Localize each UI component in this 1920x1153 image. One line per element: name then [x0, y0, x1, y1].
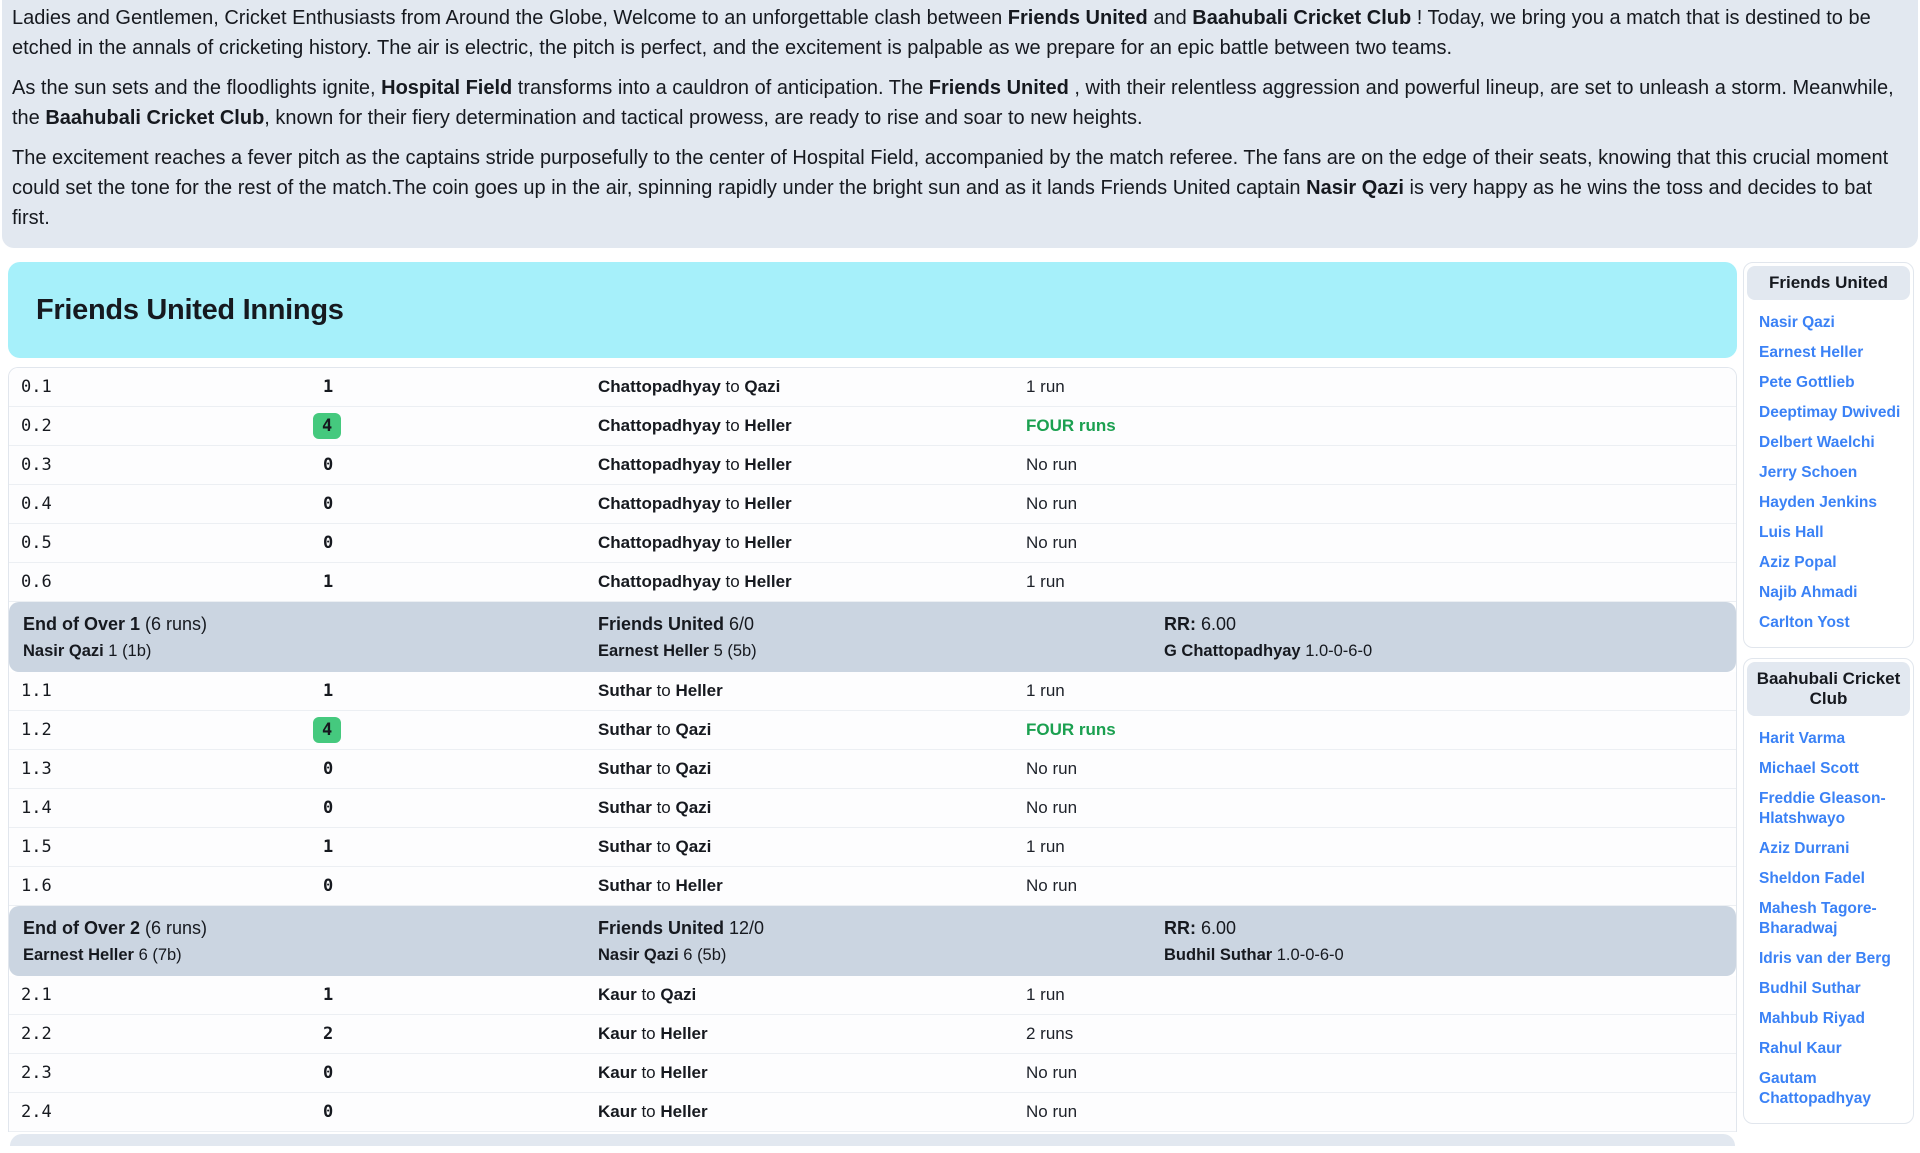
team-card — [1743, 262, 1914, 648]
bowler-figures-line: G Chattopadhyay 1.0-0-6-0 — [1164, 642, 1373, 660]
run-value: 0 — [323, 759, 334, 779]
main-content — [0, 262, 1920, 1146]
ball-row — [9, 1054, 1736, 1093]
commentary-text: No run — [1026, 759, 1078, 778]
over-summary-main — [9, 610, 586, 664]
bowler-name: Chattopadhyay — [598, 533, 721, 552]
run-value: 0 — [323, 798, 334, 818]
ball-row — [9, 711, 1736, 750]
player-link[interactable]: Freddie Gleason-Hlatshwayo — [1759, 790, 1886, 827]
ball-number: 0.4 — [21, 494, 52, 514]
ball-row — [9, 789, 1736, 828]
bowler-name: Suthar — [598, 798, 652, 817]
intro-text: transforms into a cauldron of anticipation. The — [512, 77, 929, 99]
player-link[interactable]: Pete Gottlieb — [1759, 374, 1855, 391]
ball-row — [9, 485, 1736, 524]
player-link[interactable]: Rahul Kaur — [1759, 1040, 1842, 1057]
batter-name: Heller — [744, 572, 792, 591]
commentary-text: No run — [1026, 533, 1078, 552]
commentary-text: 1 run — [1026, 681, 1065, 700]
ball-row — [9, 524, 1736, 563]
run-rate-line: RR: 6.00 — [1164, 614, 1237, 634]
commentary-column — [8, 262, 1737, 1146]
ball-number: 2.3 — [21, 1063, 52, 1083]
commentary-text: 1 run — [1026, 377, 1065, 396]
intro-emphasis: Friends United — [1007, 7, 1148, 29]
team-score-line: Friends United 12/0 — [598, 918, 765, 938]
ball-number: 0.6 — [21, 572, 52, 592]
commentary-text: 1 run — [1026, 572, 1065, 591]
intro-text: Ladies and Gentlemen, Cricket Enthusiasts from Around the Globe, Welcome to an unforgettable clash between — [12, 7, 1008, 29]
player-link[interactable]: Earnest Heller — [1759, 344, 1864, 361]
ball-row — [9, 407, 1736, 446]
bowler-name: Kaur — [598, 1063, 637, 1082]
ball-number: 1.4 — [21, 798, 52, 818]
batter-name: Qazi — [675, 837, 712, 856]
bowler-name: Chattopadhyay — [598, 494, 721, 513]
bowler-name: Kaur — [598, 1024, 637, 1043]
bowler-name: Chattopadhyay — [598, 416, 721, 435]
bowler-name: Suthar — [598, 837, 652, 856]
striker-line: Earnest Heller 6 (7b) — [23, 946, 182, 964]
ball-number: 0.3 — [21, 455, 52, 475]
player-link[interactable]: Michael Scott — [1759, 760, 1859, 777]
run-value: 1 — [323, 985, 334, 1005]
ball-row — [9, 1093, 1736, 1132]
ball-number: 1.1 — [21, 681, 52, 701]
run-value-cell — [311, 876, 586, 896]
bowler-name: Suthar — [598, 876, 652, 895]
delivery-cell: Kaur to Qazi — [598, 985, 697, 1004]
batter-name: Heller — [744, 416, 792, 435]
commentary-text: No run — [1026, 876, 1078, 895]
partner-line: Earnest Heller 5 (5b) — [598, 642, 757, 660]
ball-row — [9, 672, 1736, 711]
over-label-line: End of Over 2 (6 runs) — [23, 918, 208, 938]
over-summary-bowling — [1152, 610, 1736, 664]
bowler-name: Chattopadhyay — [598, 377, 721, 396]
bowler-name: Suthar — [598, 681, 652, 700]
player-list — [1747, 716, 1910, 1109]
batter-name: Qazi — [660, 985, 697, 1004]
run-value-cell — [311, 377, 586, 397]
over-summary-row — [9, 602, 1736, 672]
delivery-cell: Suthar to Qazi — [598, 720, 712, 739]
commentary-text: FOUR runs — [1026, 720, 1116, 739]
bowler-name: Suthar — [598, 720, 652, 739]
commentary-text: No run — [1026, 798, 1078, 817]
innings-header — [8, 262, 1737, 358]
delivery-cell: Kaur to Heller — [598, 1024, 708, 1043]
run-value-cell — [311, 717, 586, 743]
ball-number: 2.4 — [21, 1102, 52, 1122]
ball-number: 2.2 — [21, 1024, 52, 1044]
run-value-cell — [311, 572, 586, 592]
player-link[interactable]: Delbert Waelchi — [1759, 434, 1875, 451]
team-card — [1743, 658, 1914, 1124]
ball-row — [9, 1015, 1736, 1054]
batter-name: Qazi — [675, 759, 712, 778]
run-value-cell — [311, 759, 586, 779]
player-link[interactable]: Aziz Popal — [1759, 554, 1837, 571]
over-summary-bowling — [1152, 914, 1736, 968]
intro-emphasis: Nasir Qazi — [1306, 177, 1404, 199]
bowler-figures-line: Budhil Suthar 1.0-0-6-0 — [1164, 946, 1344, 964]
intro-text: , known for their fiery determination and tactical prowess, are ready to rise and soar to new heights. — [264, 107, 1143, 129]
over-summary-score — [586, 610, 1152, 664]
ball-row — [9, 867, 1736, 906]
delivery-cell: Suthar to Qazi — [598, 798, 712, 817]
run-value-cell — [311, 533, 586, 553]
over-label: End of Over 1 — [23, 614, 141, 634]
run-value: 2 — [323, 1024, 334, 1044]
sidebar — [1743, 262, 1914, 1134]
bowler-name: Chattopadhyay — [598, 572, 721, 591]
partner-name: Nasir Qazi — [598, 946, 679, 964]
over-label-line: End of Over 1 (6 runs) — [23, 614, 208, 634]
intro-text: and — [1147, 7, 1193, 29]
run-rate-label: RR: — [1164, 918, 1196, 938]
batter-name: Heller — [660, 1102, 708, 1121]
intro-emphasis: Baahubali Cricket Club — [45, 107, 265, 129]
bowler-name: Kaur — [598, 985, 637, 1004]
commentary-text: No run — [1026, 1102, 1078, 1121]
player-link[interactable]: Harit Varma — [1759, 730, 1846, 747]
ball-row — [9, 828, 1736, 867]
player-link[interactable]: Aziz Durrani — [1759, 840, 1850, 857]
partner-name: Earnest Heller — [598, 642, 709, 660]
ball-row — [9, 563, 1736, 602]
run-value: 0 — [323, 876, 334, 896]
player-link[interactable]: Gautam Chattopadhyay — [1759, 1070, 1871, 1107]
over-label: End of Over 2 — [23, 918, 141, 938]
player-list — [1747, 300, 1910, 633]
run-value-cell — [311, 1063, 586, 1083]
run-value-cell — [311, 681, 586, 701]
run-value-cell — [311, 837, 586, 857]
commentary-text: 1 run — [1026, 985, 1065, 1004]
striker-line: Nasir Qazi 1 (1b) — [23, 642, 152, 660]
run-value-cell — [311, 455, 586, 475]
delivery-cell: Kaur to Heller — [598, 1102, 708, 1121]
player-link[interactable]: Sheldon Fadel — [1759, 870, 1865, 887]
run-value-cell — [311, 1024, 586, 1044]
batter-name: Qazi — [675, 798, 712, 817]
ball-row — [9, 750, 1736, 789]
intro-text: is very happy as he wins the toss and decides to bat first. — [12, 177, 1872, 229]
ball-row — [9, 976, 1736, 1015]
ball-row — [9, 446, 1736, 485]
delivery-cell: Chattopadhyay to Heller — [598, 572, 792, 591]
ball-number: 2.1 — [21, 985, 52, 1005]
intro-text: As the sun sets and the floodlights ignite, — [12, 77, 382, 99]
batter-name: Qazi — [675, 720, 712, 739]
batter-name: Heller — [675, 681, 723, 700]
delivery-cell: Chattopadhyay to Heller — [598, 416, 792, 435]
ball-number: 1.2 — [21, 720, 52, 740]
player-link[interactable]: Jerry Schoen — [1759, 464, 1858, 481]
batter-name: Qazi — [744, 377, 781, 396]
delivery-cell: Chattopadhyay to Qazi — [598, 377, 781, 396]
commentary-text: FOUR runs — [1026, 416, 1116, 435]
bowler-name: Chattopadhyay — [598, 455, 721, 474]
intro-emphasis: Hospital Field — [381, 77, 513, 99]
batter-name: Heller — [744, 494, 792, 513]
player-link[interactable]: Deeptimay Dwivedi — [1759, 404, 1901, 421]
delivery-cell: Suthar to Heller — [598, 681, 723, 700]
intro-section — [2, 0, 1918, 248]
over-bowler-name: Budhil Suthar — [1164, 946, 1273, 964]
innings-title: Friends United Innings — [36, 293, 344, 326]
delivery-cell: Suthar to Qazi — [598, 759, 712, 778]
batter-name: Heller — [660, 1063, 708, 1082]
player-link[interactable]: Carlton Yost — [1759, 614, 1850, 631]
batter-name: Heller — [675, 876, 723, 895]
team-name-header: Baahubali Cricket Club — [1747, 662, 1910, 716]
next-section-divider — [10, 1134, 1735, 1146]
striker-name: Earnest Heller — [23, 946, 134, 964]
commentary-text: 1 run — [1026, 837, 1065, 856]
delivery-cell: Chattopadhyay to Heller — [598, 533, 792, 552]
run-value: 0 — [323, 494, 334, 514]
team-name: Friends United — [598, 918, 725, 938]
run-value: 0 — [323, 1102, 334, 1122]
over-summary-score — [586, 914, 1152, 968]
over-bowler-name: G Chattopadhyay — [1164, 642, 1301, 660]
ball-number: 0.2 — [21, 416, 52, 436]
batter-name: Heller — [660, 1024, 708, 1043]
player-link[interactable]: Hayden Jenkins — [1759, 494, 1878, 511]
striker-name: Nasir Qazi — [23, 642, 104, 660]
intro-paragraph — [12, 143, 1902, 233]
run-value-cell — [311, 413, 586, 439]
team-score-line: Friends United 6/0 — [598, 614, 755, 634]
run-rate-label: RR: — [1164, 614, 1196, 634]
delivery-cell: Suthar to Qazi — [598, 837, 712, 856]
player-link[interactable]: Najib Ahmadi — [1759, 584, 1858, 601]
intro-emphasis: Baahubali Cricket Club — [1192, 7, 1412, 29]
intro-paragraph — [12, 3, 1902, 63]
run-rate-line: RR: 6.00 — [1164, 918, 1237, 938]
intro-text: , with their relentless aggression and powerful lineup, are set to unleash a storm. Meanwhile, the — [12, 77, 1894, 129]
player-link[interactable]: Luis Hall — [1759, 524, 1824, 541]
intro-text: The excitement reaches a fever pitch as the captains stride purposefully to the center of Hospital Field, accompanied by the match referee. The fans are on the edge of their seats, knowing that this crucial moment could set the tone for the rest of the match.The coin goes up in the air, spinning rapidly under the bright sun and as it lands Friends United captain — [12, 147, 1889, 199]
player-link[interactable]: Idris van der Berg — [1759, 950, 1891, 967]
commentary-text: No run — [1026, 494, 1078, 513]
player-link[interactable]: Mahesh Tagore-Bharadwaj — [1759, 900, 1877, 937]
run-value: 1 — [323, 681, 334, 701]
over-summary-row — [9, 906, 1736, 976]
run-value-cell — [311, 985, 586, 1005]
run-value: 1 — [323, 377, 334, 397]
ball-number: 1.6 — [21, 876, 52, 896]
bowler-name: Kaur — [598, 1102, 637, 1121]
ball-number: 0.5 — [21, 533, 52, 553]
delivery-cell: Chattopadhyay to Heller — [598, 494, 792, 513]
player-link[interactable]: Mahbub Riyad — [1759, 1010, 1865, 1027]
intro-emphasis: Friends United — [928, 77, 1069, 99]
run-value: 0 — [323, 1063, 334, 1083]
run-value: 0 — [323, 455, 334, 475]
ball-number: 1.3 — [21, 759, 52, 779]
intro-paragraph — [12, 73, 1902, 133]
over-summary-main — [9, 914, 586, 968]
partner-line: Nasir Qazi 6 (5b) — [598, 946, 727, 964]
player-link[interactable]: Budhil Suthar — [1759, 980, 1861, 997]
four-run-badge: 4 — [313, 413, 341, 439]
commentary-feed — [8, 367, 1737, 1132]
delivery-cell: Suthar to Heller — [598, 876, 723, 895]
ball-row — [9, 368, 1736, 407]
run-value-cell — [311, 1102, 586, 1122]
run-value: 0 — [323, 533, 334, 553]
batter-name: Heller — [744, 533, 792, 552]
delivery-cell: Chattopadhyay to Heller — [598, 455, 792, 474]
intro-text: ! Today, we bring you a match that is destined to be etched in the annals of cricketing history. The air is electric, the pitch is perfect, and the excitement is palpable as we prepare for an epic battle between two teams. — [12, 7, 1871, 59]
player-link[interactable]: Nasir Qazi — [1759, 314, 1835, 331]
team-name-header: Friends United — [1747, 266, 1910, 300]
run-value-cell — [311, 798, 586, 818]
four-run-badge: 4 — [313, 717, 341, 743]
team-name: Friends United — [598, 614, 725, 634]
run-value: 1 — [323, 572, 334, 592]
batter-name: Heller — [744, 455, 792, 474]
commentary-text: No run — [1026, 1063, 1078, 1082]
delivery-cell: Kaur to Heller — [598, 1063, 708, 1082]
run-value: 1 — [323, 837, 334, 857]
ball-number: 1.5 — [21, 837, 52, 857]
commentary-text: 2 runs — [1026, 1024, 1074, 1043]
commentary-text: No run — [1026, 455, 1078, 474]
run-value-cell — [311, 494, 586, 514]
bowler-name: Suthar — [598, 759, 652, 778]
ball-number: 0.1 — [21, 377, 52, 397]
